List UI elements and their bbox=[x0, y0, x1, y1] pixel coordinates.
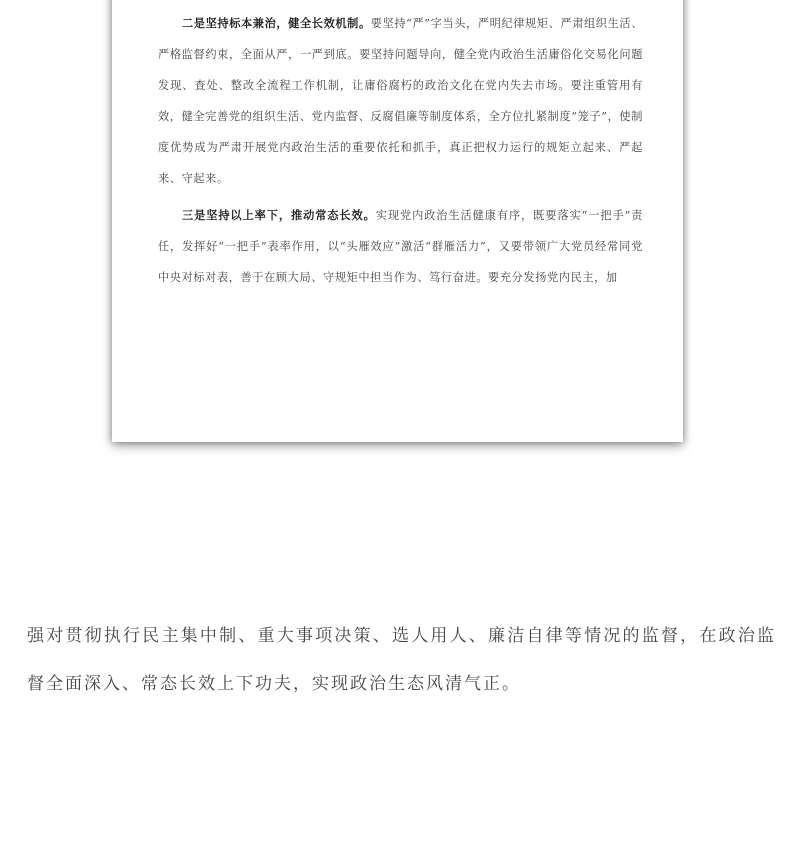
paragraph-2-lead: 二是坚持标本兼治，健全长效机制。 bbox=[182, 16, 371, 30]
document-page bbox=[112, 0, 683, 442]
paragraph-3-body: 实现党内政治生活健康有序，既要落实“一把手”责任，发挥好“一把手”表率作用，以“头雁效应”激活“群雁活力”，又要带领广大党员经常同党中央对标对表，善于在顾大局、守规矩中担当作为、笃行奋进。要充分发扬党内民主，加 bbox=[158, 209, 643, 284]
continuation-text bbox=[27, 612, 776, 708]
page-text bbox=[158, 0, 643, 293]
top-fragment bbox=[158, 0, 643, 2]
continuation-paragraph: 强对贯彻执行民主集中制、重大事项决策、选人用人、廉洁自律等情况的监督，在政治监督全面深入、常态长效上下功夫，实现政治生态风清气正。 bbox=[27, 626, 776, 694]
paragraph-2 bbox=[158, 8, 643, 194]
paragraph-2-body: 要坚持“严”字当头，严明纪律规矩、严肃组织生活、严格监督约束，全面从严，一严到底。要坚持问题导向，健全党内政治生活庸俗化交易化问题发现、查处、整改全流程工作机制，让庸俗腐朽的政治文化在党内失去市场。要注重管用有效，健全完善党的组织生活、党内监督、反腐倡廉等制度体系，全方位扎紧制度“笼子”，使制度优势成为严肃开展党内政治生活的重要依托和抓手，真正把权力运行的规矩立起来、严起来、守起来。 bbox=[158, 17, 643, 185]
paragraph-3-lead: 三是坚持以上率下，推动常态长效。 bbox=[182, 208, 376, 222]
paragraph-3 bbox=[158, 200, 643, 293]
